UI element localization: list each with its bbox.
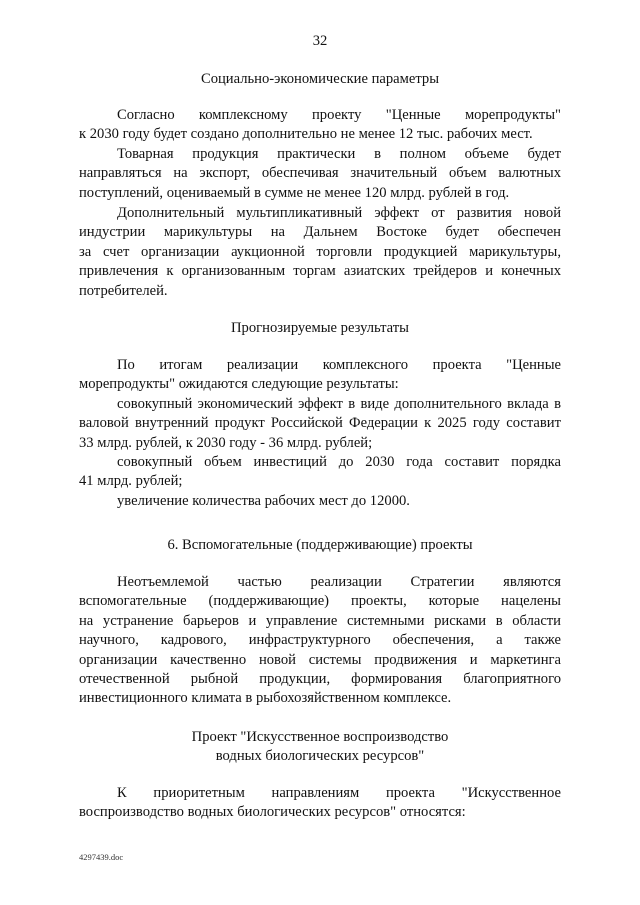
text-line: за счет организации аукционной торговли продукцией марикультуры, (79, 243, 561, 260)
section-heading-socioeconomic: Социально-экономические параметры (200, 71, 440, 87)
text-line: Согласно комплексному проекту "Ценные морепродукты" (117, 107, 561, 123)
text-line: Неотъемлемой частью реализации Стратегии являются (117, 574, 561, 590)
text-line: отечественной рыбной продукции, формирования благоприятного (79, 671, 561, 688)
text-line: организации качественно новой системы продвижения и маркетинга (79, 651, 561, 668)
paragraph (79, 204, 561, 301)
heading-line: Проект "Искусственное воспроизводство (191, 729, 449, 745)
list-item (79, 395, 561, 453)
project-heading (79, 728, 561, 766)
list-item (79, 453, 561, 492)
section-heading-supporting-projects: 6. Вспомогательные (поддерживающие) проекты (167, 537, 473, 553)
paragraph (79, 356, 561, 395)
text-line: совокупный объем инвестиций до 2030 года составит порядка (117, 454, 561, 470)
text-line: По итогам реализации комплексного проекта "Ценные (117, 357, 561, 373)
text-line: 33 млрд. рублей, к 2030 году - 36 млрд. рублей; (79, 434, 373, 451)
text-line: валовой внутренний продукт Российской Федерации к 2025 году составит (79, 415, 561, 432)
section-heading-forecast-results: Прогнозируемые результаты (231, 320, 409, 336)
document-footer: 4297439.doc (79, 852, 124, 862)
paragraph (79, 573, 561, 709)
text-line: воспроизводство водных биологических ресурсов" относятся: (79, 804, 466, 821)
text-line: Дополнительный мультипликативный эффект от развития новой (117, 205, 561, 221)
page-number: 32 (312, 33, 328, 49)
text-line: Товарная продукция практически в полном объеме будет (117, 146, 561, 162)
text-line: вспомогательные (поддерживающие) проекты, которые нацелены (79, 593, 561, 610)
heading-line: водных биологических ресурсов" (215, 748, 425, 764)
text-line: К приоритетным направлениям проекта "Искусственное (117, 785, 561, 801)
text-line: совокупный экономический эффект в виде дополнительного вклада в (117, 396, 561, 412)
list-item (79, 492, 561, 511)
text-line: на устранение барьеров и управление системными рисками в области (79, 612, 561, 629)
text-line: научного, кадрового, инфраструктурного обеспечения, а также (79, 632, 561, 649)
text-line: к 2030 году будет создано дополнительно не менее 12 тыс. рабочих мест. (79, 126, 533, 143)
text-line: поступлений, оцениваемый в сумме не менее 120 млрд. рублей в год. (79, 184, 510, 201)
text-line: морепродукты" ожидаются следующие результаты: (79, 376, 399, 393)
text-line: индустрии марикультуры на Дальнем Востоке будет обеспечен (79, 224, 561, 241)
text-line: увеличение количества рабочих мест до 12000. (117, 493, 410, 509)
paragraph (79, 106, 561, 145)
text-line: направляться на экспорт, обеспечивая значительный объем валютных (79, 165, 561, 182)
text-line: привлечения к организованным торгам азиатских трейдеров и конечных (79, 263, 561, 280)
paragraph (79, 784, 561, 823)
text-line: инвестиционного климата в рыбохозяйственном комплексе. (79, 690, 452, 707)
text-line: 41 млрд. рублей; (79, 473, 183, 490)
paragraph (79, 145, 561, 203)
text-line: потребителей. (79, 282, 168, 299)
